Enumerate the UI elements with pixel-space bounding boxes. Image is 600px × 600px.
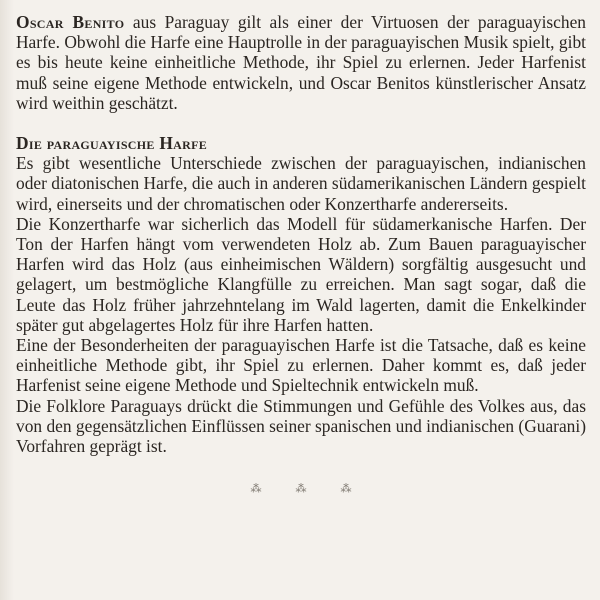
artist-name: Oscar Benito bbox=[16, 12, 125, 32]
section-paragraph-3: Eine der Besonderheiten der paraguayischen Harfe ist die Tatsache, daß es keine einheitliche Methode gibt, ihr Spiel zu erlernen. Daher kommt es, daß jeder Harfenist seine eigene Methode und Spieltechnik entwickeln muß. bbox=[16, 335, 586, 396]
page-edge-shadow bbox=[0, 0, 14, 600]
section-heading: Die paraguayische Harfe bbox=[16, 133, 208, 154]
intro-text: aus Paraguay gilt als einer der Virtuosen der paraguayischen Harfe. Obwohl die Harfe eine Hauptrolle in der paraguayischen Musik spielt, gibt es bis heute keine einheitliche Methode, ihr Spiel zu erlernen. Jeder Harfenist muß seine eigene Methode entwickeln, und Oscar Benitos künstlerischer Ansatz wird weithin geschätzt. bbox=[16, 12, 586, 113]
asterism-icon: ⁂ bbox=[340, 482, 352, 496]
asterism-icon: ⁂ bbox=[295, 482, 307, 496]
section-paragraph-1: Es gibt wesentliche Unterschiede zwischen der paraguayischen, indianischen oder diatonischen Harfe, die auch in anderen südamerikanischen Ländern gespielt wird, einerseits und der chromatischen oder Konzertharfe andererseits. bbox=[16, 153, 586, 214]
ornament-divider bbox=[16, 482, 586, 495]
section-paragraph-4: Die Folklore Paraguays drückt die Stimmungen und Gefühle des Volkes aus, das von den gegensätzlichen Einflüssen seiner spanischen und indianischen (Guarani) Vorfahren geprägt ist. bbox=[16, 395, 586, 457]
intro-paragraph bbox=[16, 12, 586, 113]
section-paragraph-2: Die Konzertharfe war sicherlich das Modell für südamerkanische Harfen. Der Ton der Harfen hängt vom verwendeten Holz ab. Zum Bauen paraguayischer Harfen wird das Holz (aus einheimischen Wäldern) sorgfältig ausgesucht und gelagert, um bestmögliche Klangfülle zu erreichen. Man sagt sogar, daß die Leute das Holz früher jahrzehntelang im Wald lagerten, damit die Enkelkinder später gut abgelagertes Holz für ihre Harfen hatten. bbox=[16, 213, 586, 335]
asterism-icon: ⁂ bbox=[250, 482, 262, 496]
